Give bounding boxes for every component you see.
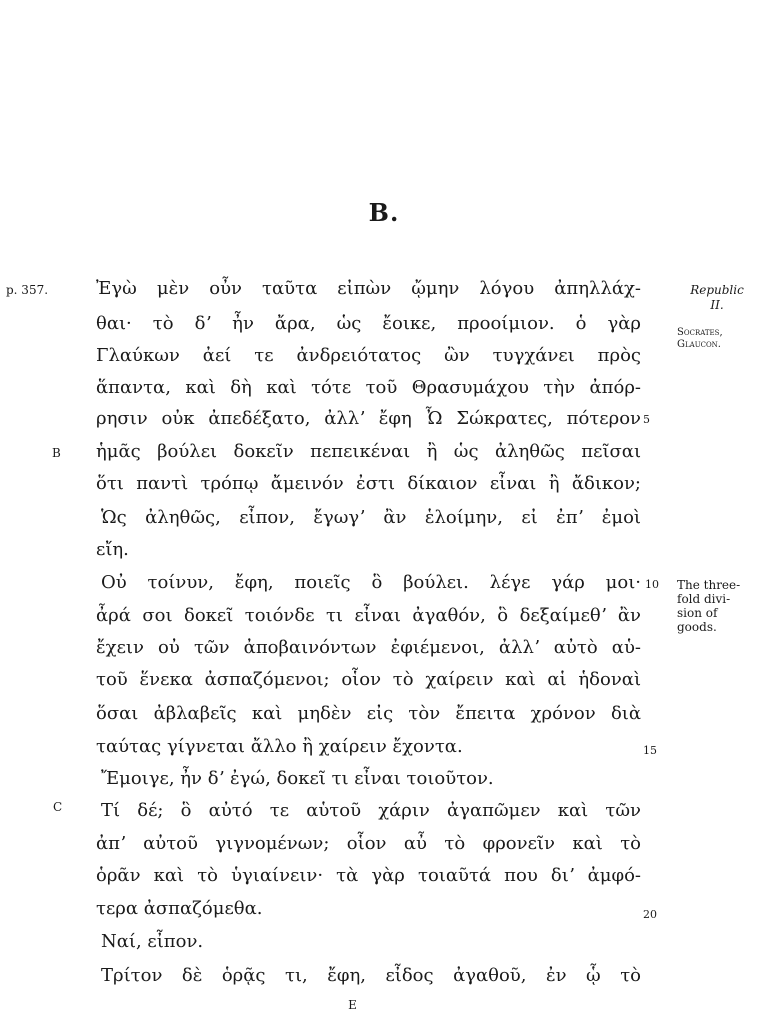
margin-topic-4: goods. (677, 620, 717, 634)
text-line: Ὡς ἀληθῶς, εἶπον, ἔγωγʼ ἂν ἑλοίμην, εἰ ἐπʼ ἐμοὶ (101, 507, 641, 528)
margin-topic-1: The three- (677, 578, 741, 592)
line-number-15: 15 (643, 744, 657, 757)
text-line: ἅπαντα, καὶ δὴ καὶ τότε τοῦ Θρασυμάχου τὴν ἀπόρ- (96, 377, 641, 398)
text-line: ρησιν οὐκ ἀπεδέξατο, ἀλλʼ ἔφη Ὦ Σώκρατες, πότερον (96, 408, 641, 429)
line-number-20: 20 (643, 908, 657, 921)
text-line: ἡμᾶς βούλει δοκεῖν πεπεικέναι ἢ ὡς ἀληθῶς πεῖσαι (96, 441, 641, 462)
section-marker-b: B (52, 446, 61, 460)
text-line: ὅτι παντὶ τρόπῳ ἄμεινόν ἐστι δίκαιον εἶναι ἢ ἄδικον; (96, 473, 641, 494)
margin-topic-2: fold divi- (677, 592, 731, 606)
text-line: θαι· τὸ δʼ ἦν ἄρα, ὡς ἔοικε, προοίμιον. ὁ γὰρ (96, 313, 641, 334)
text-line: ἀπʼ αὐτοῦ γιγνομένων; οἷον αὖ τὸ φρονεῖν καὶ τὸ (96, 833, 641, 854)
line-number-5: 5 (643, 413, 650, 426)
margin-speakers-2: Glaucon. (677, 339, 721, 350)
text-line: Τί δέ; ὃ αὐτό τε αὑτοῦ χάριν ἀγαπῶμεν καὶ τῶν (101, 800, 641, 821)
text-line: εἴη. (96, 539, 129, 560)
margin-work-title: Republic (690, 283, 744, 297)
text-line: τοῦ ἕνεκα ἀσπαζόμενοι; οἷον τὸ χαίρειν καὶ αἱ ἡδοναὶ (96, 669, 641, 690)
margin-speakers-1: Socrates, (677, 327, 723, 338)
text-line: Ναί, εἶπον. (101, 931, 204, 952)
text-line: τερα ἀσπαζόμεθα. (96, 898, 263, 919)
text-line: ὁρᾶν καὶ τὸ ὑγιαίνειν· τὰ γὰρ τοιαῦτά που διʼ ἀμφό- (96, 865, 641, 886)
margin-work-book: II. (710, 298, 724, 312)
signature-mark: E (348, 998, 357, 1012)
book-letter: B. (368, 198, 400, 227)
text-line: ἆρά σοι δοκεῖ τοιόνδε τι εἶναι ἀγαθόν, ὃ δεξαίμεθʼ ἂν (96, 605, 641, 626)
text-line: ταύτας γίγνεται ἄλλο ἢ χαίρειν ἔχοντα. (96, 736, 463, 757)
text-line: Οὐ τοίνυν, ἔφη, ποιεῖς ὃ βούλει. λέγε γάρ μοι· (101, 572, 641, 593)
section-marker-c: C (53, 800, 63, 814)
page-reference: p. 357. (6, 283, 49, 297)
text-line: Γλαύκων ἀεί τε ἀνδρειότατος ὢν τυγχάνει πρὸς (96, 345, 641, 366)
text-line: ἔχειν οὐ τῶν ἀποβαινόντων ἐφιέμενοι, ἀλλʼ αὐτὸ αὑ- (96, 637, 641, 658)
text-line: ὅσαι ἀβλαβεῖς καὶ μηδὲν εἰς τὸν ἔπειτα χρόνον διὰ (96, 703, 641, 724)
margin-note-topic (677, 578, 757, 634)
margin-note-work (677, 283, 757, 351)
text-line: Τρίτον δὲ ὁρᾷς τι, ἔφη, εἶδος ἀγαθοῦ, ἐν ᾧ τὸ (101, 965, 641, 986)
text-line: Ἔμοιγε, ἦν δʼ ἐγώ, δοκεῖ τι εἶναι τοιοῦτον. (101, 768, 494, 789)
margin-topic-3: sion of (677, 606, 718, 620)
text-line: Ἐγὼ μὲν οὖν ταῦτα εἰπὼν ᾤμην λόγου ἀπηλλάχ- (96, 278, 641, 299)
line-number-10: 10 (645, 578, 659, 591)
